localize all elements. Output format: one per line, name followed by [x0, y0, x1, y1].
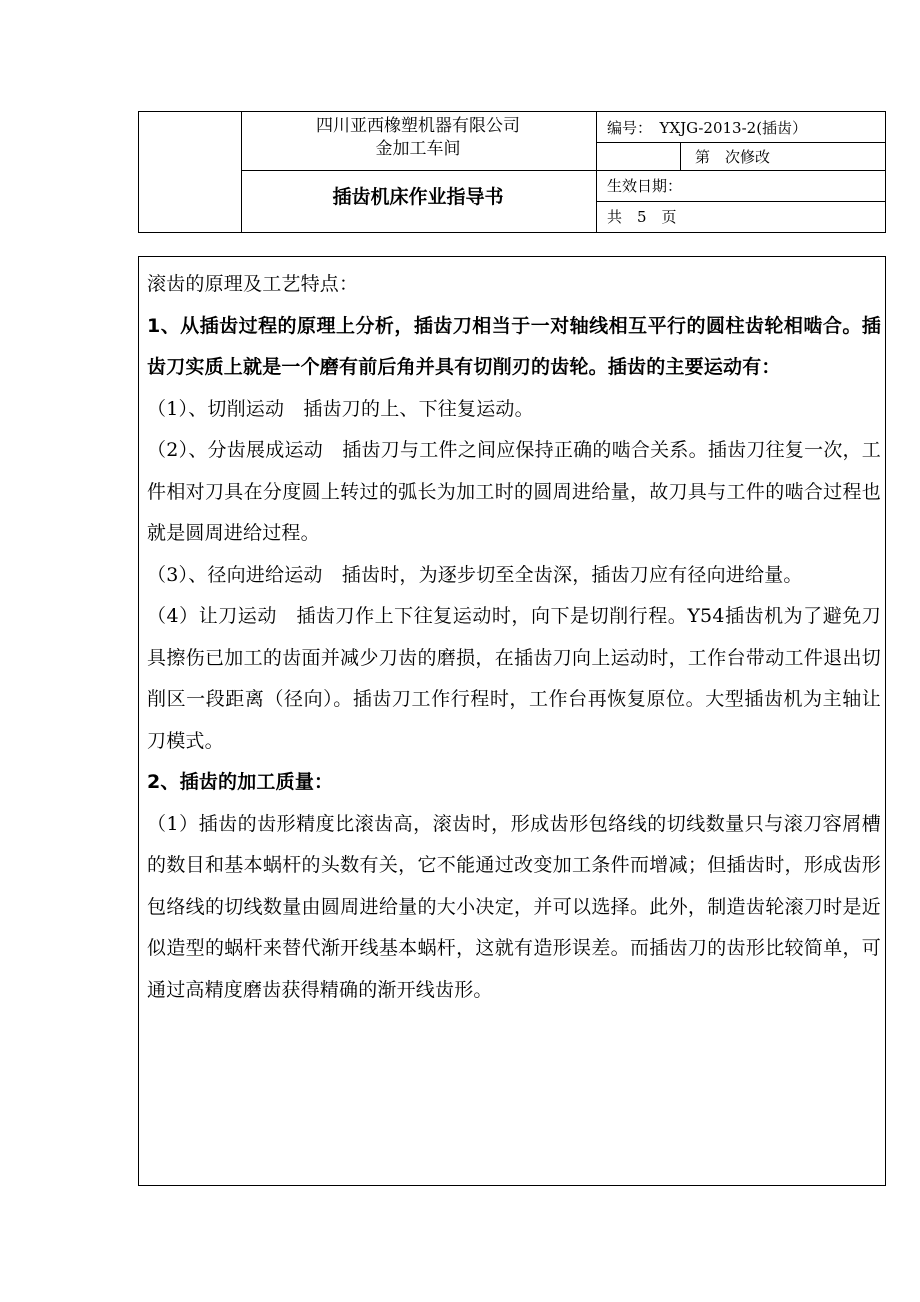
divider — [596, 170, 885, 171]
paragraph: （1）插齿的齿形精度比滚齿高，滚齿时，形成齿形包络线的切线数量只与滚刀容屑槽的数目和基本蜗杆的头数有关，它不能通过改变加工条件而增减；但插齿时，形成齿形包络线的切线数量由圆周进给量的大小决定，并可以选择。此外，制造齿轮滚刀时是近似造型的蜗杆来替代渐开线基本蜗杆，这就有造形误差。而插齿刀的齿形比较简单，可通过高精度磨齿获得精确的渐开线齿形。 — [147, 812, 881, 1001]
document-code: 编号： YXJG-2013-2(插齿） — [607, 119, 808, 137]
header-table — [138, 111, 886, 233]
divider — [596, 142, 885, 143]
paragraph: （2）、分齿展成运动 插齿刀与工件之间应保持正确的啮合关系。插齿刀往复一次，工件相对刀具在分度圆上转过的弧长为加工时的圆周进给量，故刀具与工件的啮合过程也就是圆周进给过程。 — [147, 439, 881, 544]
company-block — [242, 115, 594, 161]
paragraph: 2、插齿的加工质量： — [147, 771, 334, 793]
company-name: 四川亚西橡塑机器有限公司 — [316, 116, 520, 136]
divider — [680, 142, 681, 170]
effective-date: 生效日期： — [607, 177, 683, 195]
paragraph: 1、从插齿过程的原理上分析，插齿刀相当于一对轴线相互平行的圆柱齿轮相啮合。插齿刀实质上就是一个磨有前后角并具有切削刃的齿轮。插齿的主要运动有： — [147, 314, 881, 378]
page-count: 共 5 页 — [607, 208, 677, 226]
divider — [596, 112, 597, 232]
divider — [596, 201, 885, 202]
paragraph: （1）、切削运动 插齿刀的上、下往复运动。 — [147, 397, 534, 420]
document-title: 插齿机床作业指导书 — [332, 186, 504, 208]
paragraph: （4）让刀运动 插齿刀作上下往复运动时，向下是切削行程。Y54插齿机为了避免刀具擦伤已加工的齿面并减少刀齿的磨损，在插齿刀向上运动时，工作台带动工件退出切削区一段距离（径向）。插齿刀工作行程时，工作台再恢复原位。大型插齿机为主轴让刀模式。 — [147, 605, 881, 752]
revision-number: 第 次修改 — [695, 148, 771, 166]
paragraph: （3）、径向进给运动 插齿时，为逐步切至全齿深，插齿刀应有径向进给量。 — [147, 563, 803, 586]
section-heading: 滚齿的原理及工艺特点： — [147, 273, 359, 295]
content-text — [147, 264, 881, 1011]
content-box — [138, 256, 886, 1186]
workshop-name: 金加工车间 — [375, 139, 461, 159]
divider — [241, 170, 596, 171]
